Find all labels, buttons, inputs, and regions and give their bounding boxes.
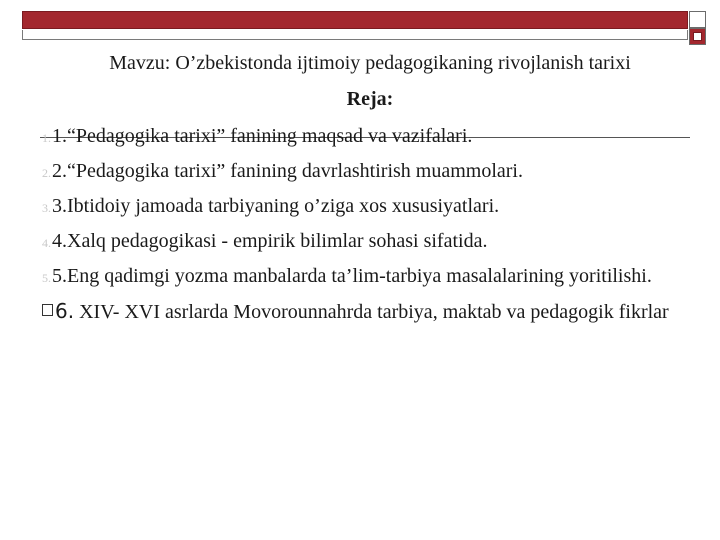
- list-number: 6.: [55, 299, 75, 323]
- slide-title: Mavzu: O’zbekistonda ijtimoiy pedagogikaning rivojlanish tarixi: [109, 52, 631, 74]
- list-number: 2.: [42, 166, 51, 180]
- list-item-text: XIV- XVI asrlarda Movorounnahrda tarbiya, maktab va pedagogik fikrlar: [74, 301, 669, 323]
- list-number: 1.: [42, 131, 51, 145]
- corner-square-bottom: [689, 28, 706, 45]
- list-item: [42, 192, 682, 222]
- slide-subtitle: Reja:: [346, 88, 394, 110]
- list-number: 3.: [42, 201, 51, 215]
- list-item-text: 5.Eng qadimgi yozma manbalarda ta’lim-tarbiya masalalarining yoritilishi.: [52, 265, 652, 287]
- list-item: [42, 262, 682, 292]
- list-item: [42, 122, 682, 152]
- list-item: [42, 297, 682, 326]
- header-bar: [22, 11, 688, 29]
- list-item: [42, 227, 682, 257]
- list-number: 4.: [42, 236, 51, 250]
- list-number: 5.: [42, 271, 51, 285]
- plan-list: [42, 122, 682, 331]
- list-item-text: 4.Xalq pedagogikasi - empirik bilimlar sohasi sifatida.: [52, 230, 488, 252]
- corner-square-top: [689, 11, 706, 28]
- square-bullet-icon: [42, 304, 53, 316]
- list-item: [42, 157, 682, 187]
- list-item-text: 3.Ibtidoiy jamoada tarbiyaning o’ziga xos xususiyatlari.: [52, 195, 500, 217]
- list-item-text: 1.“Pedagogika tarixi” fanining maqsad va vazifalari.: [52, 125, 473, 147]
- list-item-text: 2.“Pedagogika tarixi” fanining davrlashtirish muammolari.: [52, 160, 523, 182]
- header-underline: [22, 30, 688, 40]
